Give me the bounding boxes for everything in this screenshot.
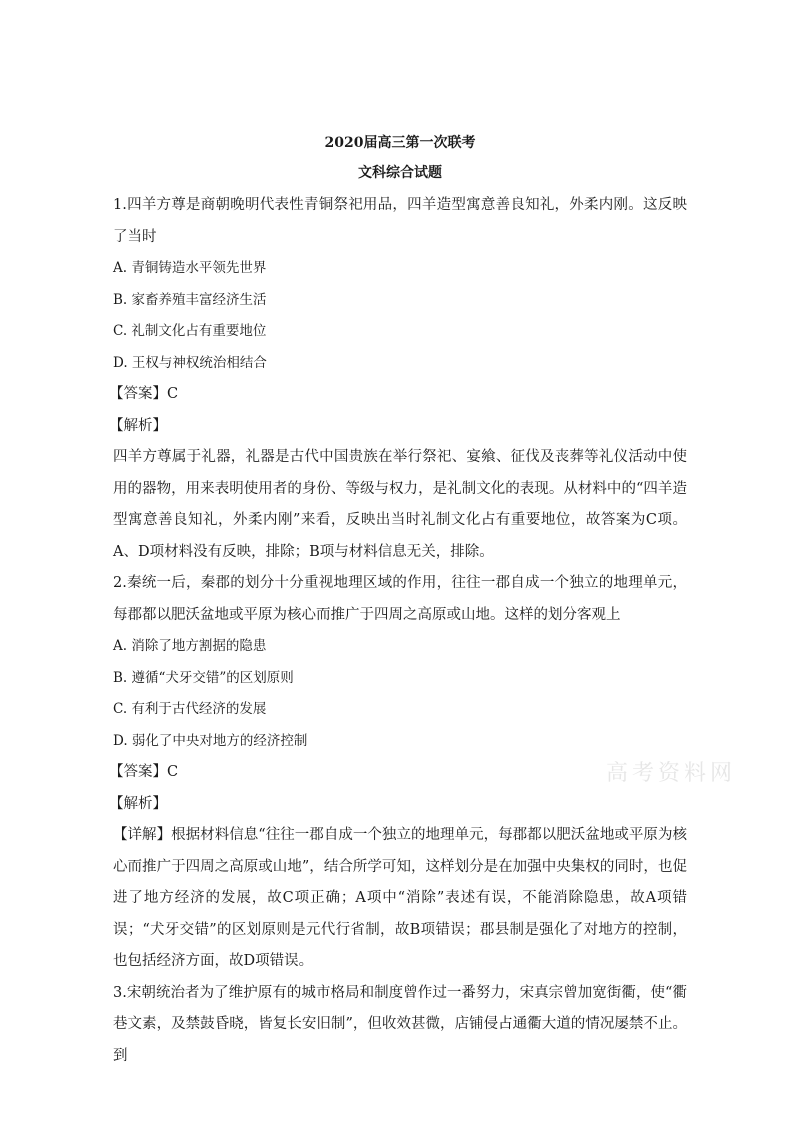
document-body: [109, 132, 687, 1072]
option-c: C. 礼制文化占有重要地位: [113, 323, 267, 339]
question-3: [113, 978, 687, 1073]
question-2: [109, 568, 687, 978]
option-b: B. 遵循“犬牙交错”的区划原则: [113, 669, 294, 686]
answer-label: 【答案】C: [109, 386, 179, 402]
answer-label: 【答案】C: [109, 764, 179, 780]
exam-subtitle: 文科综合试题: [358, 165, 442, 181]
question-stem: 3.宋朝统治者为了维护原有的城市格局和制度曾作过一番努力，宋真宗曾加宽街衢，使“衢巷文素，及禁鼓昏晓，皆复长安旧制”，但收效甚微，店铺侵占通衢大道的情况屡禁不止。到: [113, 984, 687, 1064]
option-a: A. 消除了地方割据的隐患: [113, 638, 267, 654]
option-d: D. 王权与神权统治相结合: [113, 354, 267, 371]
option-d: D. 弱化了中央对地方的经济控制: [113, 732, 308, 749]
option-a: A. 青铜铸造水平领先世界: [113, 260, 267, 276]
question-stem: 2.秦统一后，秦郡的划分十分重视地理区域的作用，往往一郡自成一个独立的地理单元，每郡都以肥沃盆地或平原为核心而推广于四周之高原或山地。这样的划分客观上: [113, 575, 687, 623]
option-c: C. 有利于古代经济的发展: [113, 701, 267, 717]
question-1: [109, 190, 687, 568]
exam-title: 2020届高三第一次联考: [324, 135, 476, 151]
watermark: 高考资料网: [606, 761, 737, 786]
analysis-text: 四羊方尊属于礼器，礼器是古代中国贵族在举行祭祀、宴飨、征伐及丧葬等礼仪活动中使用的器物，用来表明使用者的身份、等级与权力，是礼制文化的表现。从材料中的“四羊造型寓意善良知礼，外柔内刚”来看，反映出当时礼制文化占有重要地位，故答案为C项。A、D项材料没有反映，排除；B项与材料信息无关，排除。: [113, 449, 687, 560]
analysis-text: 【详解】根据材料信息“往往一郡自成一个独立的地理单元，每郡都以肥沃盆地或平原为核心而推广于四周之高原或山地”，结合所学可知，这样划分是在加强中央集权的同时，也促进了地方经济的发展，故C项正确；A项中“消除”表述有误，不能消除隐患，故A项错误；“犬牙交错”的区划原则是元代行省制，故B项错误；郡县制是强化了对地方的控制，也包括经济方面，故D项错误。: [113, 827, 687, 969]
question-stem: 1.四羊方尊是商朝晚明代表性青铜祭祀用品，四羊造型寓意善良知礼，外柔内刚。这反映了当时: [113, 197, 687, 245]
analysis-label: 【解析】: [109, 417, 167, 434]
option-b: B. 家畜养殖丰富经济生活: [113, 291, 267, 308]
analysis-label: 【解析】: [109, 795, 167, 812]
